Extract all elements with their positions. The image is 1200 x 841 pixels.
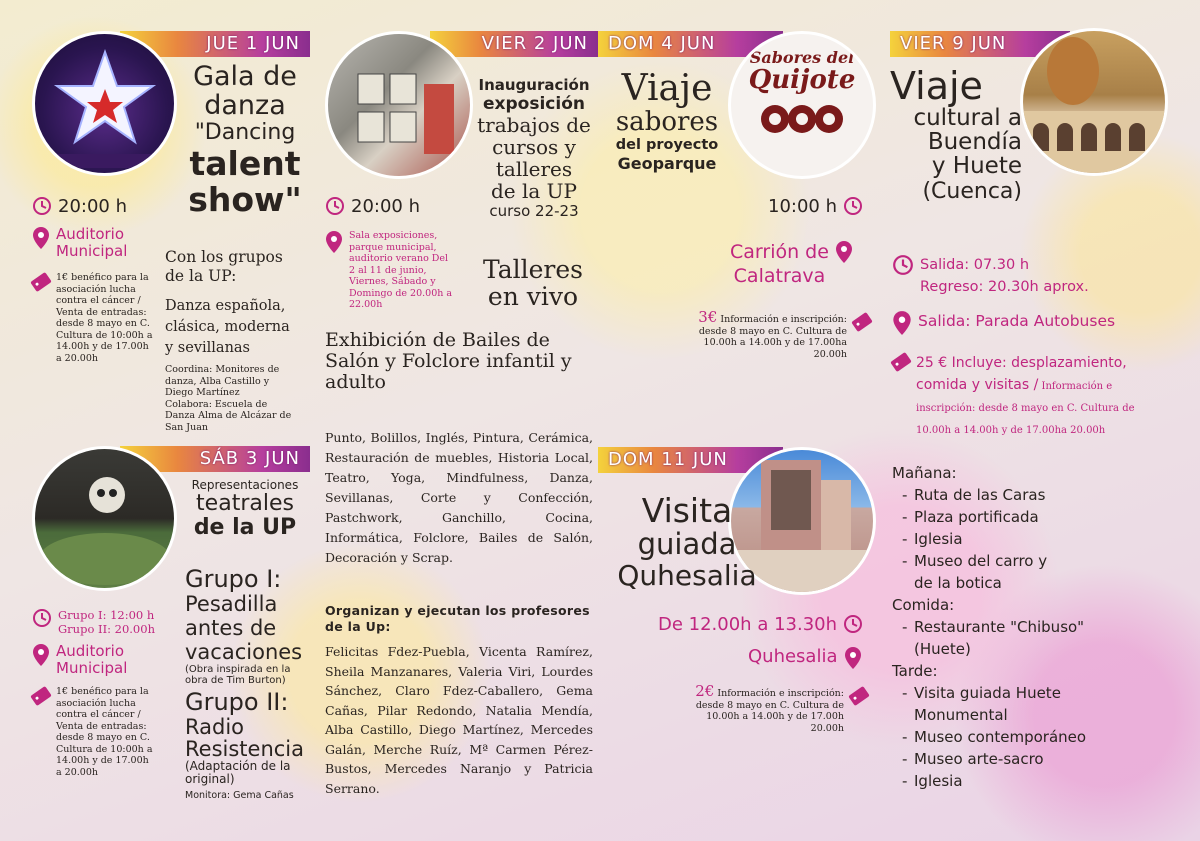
- clock-icon: [843, 614, 863, 634]
- event-credits: Coordina: Monitores de danza, Alba Castillo y Diego Martínez Colabora: Escuela de Danza Alma de Alcázar de San Juan: [165, 364, 292, 433]
- group-2-label: Grupo II:: [185, 688, 289, 716]
- clock-icon: [892, 254, 914, 276]
- event-price-info: 2€ Información e inscripción: desde 8 mayo en C. Cultura de 10.00h a 14.00h y de 17.00h 20.00h: [695, 682, 844, 734]
- huete-cloister-photo: [1020, 28, 1168, 176]
- itinerary-heading: Comida:: [892, 596, 955, 614]
- sabores-del-quijote-logo: [728, 31, 876, 179]
- event-title-line: danza: [204, 90, 286, 121]
- monitor-credit: Monitora: Gema Cañas: [185, 790, 294, 801]
- location-pin-icon: [32, 643, 50, 667]
- groups-label: Con los grupos de la UP:: [165, 248, 283, 285]
- event-title-line: cultural a Buendía y Huete: [913, 105, 1022, 179]
- exhibition-photo: [325, 31, 473, 179]
- date-banner-dom-4-jun: DOM 4 JUN: [598, 31, 783, 57]
- event-place: Auditorio Municipal: [56, 642, 128, 677]
- date-banner-vier-9-jun: VIER 9 JUN: [890, 31, 1070, 57]
- date-banner-sab-3-jun: SÁB 3 JUN: [120, 446, 310, 472]
- list-item: - Museo del carro y de la botica: [892, 550, 1142, 594]
- organizers-list: Felicitas Fdez-Puebla, Vicenta Ramírez, Sheila Manzanares, Valeria Viri, Lourdes Sánchez, Claro Fdez-Caballero, Gema Cañas, Pilar Redondo, Natalia Mendía, Alba Castillo, Diego Martínez, Mercedes Galán, Merche Ruíz, Mª Carmen Pérez-Bustos, Mercedes Naranjo y Patricia Serrano.: [325, 644, 593, 796]
- price-row: [892, 352, 1142, 440]
- lunch-list: [892, 616, 1142, 660]
- dance-styles: Danza española, clásica, moderna y sevillanas: [165, 298, 290, 356]
- time-row: [32, 608, 155, 636]
- location-pin-icon: [32, 226, 50, 250]
- logo-emblem-icon: [757, 99, 847, 139]
- theater-photo: [32, 446, 177, 591]
- group-2-note: (Adaptación de la original): [185, 759, 291, 786]
- itinerary-heading: Tarde:: [892, 662, 938, 680]
- logo-text: Sabores del: [749, 48, 855, 67]
- event-place: Sala exposiciones, parque municipal, auditorio verano Del 2 al 11 de junio, Viernes, Sábado y Domingo de 20.00h a 22.00h: [349, 230, 453, 310]
- itinerary-heading: Mañana:: [892, 464, 957, 482]
- group-1-play: Pesadilla antes de vacaciones: [185, 592, 303, 664]
- list-item: - Plaza portificada: [892, 506, 1142, 528]
- location-pin-icon: [844, 646, 862, 670]
- location-pin-icon: [325, 230, 343, 254]
- place-row: [32, 226, 127, 260]
- dancing-talent-show-poster: [32, 31, 177, 176]
- logo-text: Quijote: [748, 65, 856, 95]
- morning-list: [892, 484, 1142, 594]
- exhibition-title: Exhibición de Bailes de Salón y Folclore infantil y adulto: [325, 329, 572, 393]
- event-title-line: show": [188, 180, 302, 219]
- list-item: - Museo contemporáneo: [892, 726, 1142, 748]
- group-2-play: Radio Resistencia: [185, 715, 304, 761]
- star-icon: [35, 34, 175, 174]
- event-title-line: Visita: [641, 491, 733, 530]
- date-banner-vier-2-jun: VIER 2 JUN: [430, 31, 598, 57]
- place-row: [892, 310, 1115, 336]
- place-row: [325, 230, 460, 311]
- event-title-line: Geoparque: [617, 154, 717, 173]
- list-item: - Visita guiada Huete Monumental: [892, 682, 1142, 726]
- event-title-line: sabores: [615, 107, 719, 137]
- price-row: [32, 686, 167, 778]
- framed-artworks-icon: [328, 34, 470, 176]
- ticket-icon: [30, 272, 52, 292]
- place-row: [730, 240, 853, 288]
- event-time: Grupo I: 12:00 h Grupo II: 20.00h: [58, 608, 155, 636]
- event-place: Salida: Parada Autobuses: [918, 312, 1116, 330]
- ticket-icon: [851, 312, 873, 332]
- event-place: Carrión de Calatrava: [730, 241, 829, 287]
- event-title-line: Viaje: [621, 68, 713, 109]
- event-place: Quhesalia: [748, 646, 838, 667]
- event-title-line: talent: [189, 144, 301, 183]
- event-price-info: 3€ Información e inscripción: desde 8 mayo en C. Cultura de 10.00h a 14.00h y de 17.00ha 20.00h: [698, 308, 847, 360]
- price-row: [676, 682, 876, 734]
- event-price-info: 1€ benéfico para la asociación lucha contra el cáncer / Venta de entradas: desde 8 mayo en C. Cultura de 10:00h a 14.00h y de 17.00h a 20.00h: [56, 272, 153, 364]
- clock-icon: [325, 196, 345, 216]
- ticket-icon: [30, 686, 52, 706]
- event-title-line: Gala de: [193, 61, 297, 92]
- event-title-line: Inauguración: [478, 76, 590, 94]
- event-title-line: Viaje: [890, 64, 983, 108]
- event-time: 20:00 h: [351, 196, 421, 217]
- date-banner-jue-1-jun: JUE 1 JUN: [120, 31, 310, 57]
- ticket-icon: [848, 686, 870, 706]
- list-item: - Ruta de las Caras: [892, 484, 1142, 506]
- event-time: De 12.00h a 13.30h: [658, 614, 838, 635]
- list-item: - Museo arte-sacro: [892, 748, 1142, 770]
- event-title-line: trabajos de cursos y talleres de la UP: [477, 113, 591, 203]
- event-subtitle: Representaciones: [191, 478, 299, 492]
- event-price-info: 25 € Incluye: desplazamiento, comida y visitas / Información e inscripción: desde 8 mayo en C. Cultura de 10.00h a 14.00h y de 17.00ha 20.00h: [916, 355, 1135, 436]
- time-row: [892, 254, 1089, 298]
- clock-icon: [32, 196, 52, 216]
- event-title-line: (Cuenca): [922, 179, 1022, 204]
- event-time: 20:00 h: [58, 196, 128, 217]
- event-title-line: curso 22-23: [489, 202, 579, 220]
- location-pin-icon: [835, 240, 853, 264]
- event-time: 10:00 h: [768, 196, 838, 217]
- event-price-info: 1€ benéfico para la asociación lucha contra el cáncer / Venta de entradas: desde 8 mayo en C. Cultura de 10:00h a 14.00h y de 17.00h a 20.00h: [56, 686, 153, 778]
- event-place: Auditorio Municipal: [56, 225, 128, 260]
- list-item: - Iglesia: [892, 770, 1142, 792]
- event-title-line: teatrales: [196, 491, 294, 516]
- ticket-icon: [890, 352, 912, 372]
- event-title-line: del proyecto: [615, 137, 719, 153]
- talleres-en-vivo: Talleres en vivo: [483, 255, 583, 311]
- organizers-title: Organizan y ejecutan los profesores de la Up:: [325, 603, 590, 634]
- clock-icon: [32, 608, 52, 628]
- list-item: - Restaurante "Chibuso" (Huete): [892, 616, 1142, 660]
- location-pin-icon: [892, 310, 912, 336]
- group-1-note: (Obra inspirada en la obra de Tim Burton): [185, 664, 291, 686]
- clock-icon: [843, 196, 863, 216]
- event-title-line: "Dancing: [194, 120, 296, 145]
- group-1-label: Grupo I:: [185, 565, 282, 593]
- event-time: Salida: 07.30 h Regreso: 20.30h aprox.: [920, 257, 1089, 295]
- workshop-list: Punto, Bolillos, Inglés, Pintura, Cerámica, Restauración de muebles, Historia Local, Teatro, Yoga, Mindfulness, Danza, Sevillanas, Corte y Confección, Pastchwork, Ganchillo, Cocina, Informática, Folclore, Bailes de Salón, Decoración y Scrap.: [325, 430, 593, 565]
- time-row: [768, 196, 863, 217]
- itinerary: [892, 462, 1142, 792]
- time-row: [325, 196, 420, 217]
- cloister-arches-icon: [1023, 31, 1165, 173]
- time-row: [658, 614, 863, 635]
- time-row: [32, 196, 127, 217]
- place-row: [748, 646, 862, 670]
- afternoon-list: [892, 682, 1142, 792]
- event-title-line: exposición: [483, 94, 585, 114]
- date-banner-dom-11-jun: DOM 11 JUN: [598, 447, 783, 473]
- skull-figure-icon: [35, 449, 175, 589]
- price-row: [32, 272, 162, 364]
- list-item: - Iglesia: [892, 528, 1142, 550]
- event-title-line: de la UP: [193, 515, 297, 540]
- place-row: [32, 643, 127, 677]
- event-title-line: Quhesalia: [617, 559, 757, 592]
- price-row: [682, 308, 877, 360]
- event-title-line: guiada: [637, 527, 737, 561]
